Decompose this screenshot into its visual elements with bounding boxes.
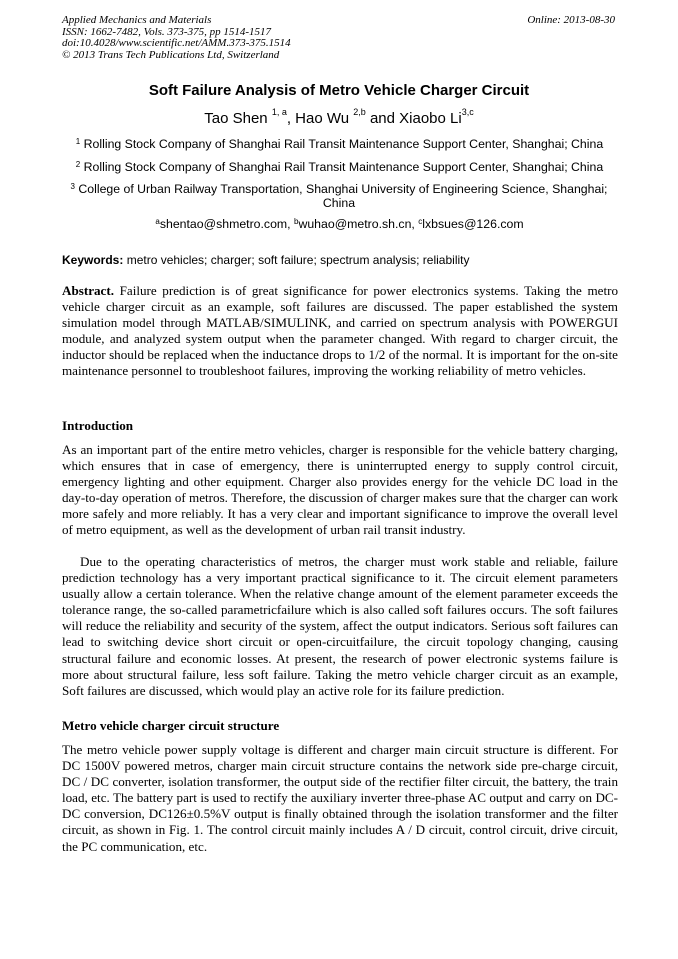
section-heading-circuit-structure: Metro vehicle charger circuit structure <box>62 718 280 733</box>
email-link[interactable]: wuhao@metro.sh.cn, <box>298 217 419 231</box>
author-separator: , <box>286 110 296 127</box>
author-affil-marker: 1, a <box>271 107 287 117</box>
author-name: Hao Wu <box>295 110 350 127</box>
intro-paragraph-2: Due to the operating characteristics of metros, the charger must work stable and reliable, failure prediction technology has a very important practical significance to it. The circuit element parameters usually allow a certain tolerance. When the relative change amount of the element parameter exceeds the tolerance range, the so-called parametricfailure which is also called soft failures occurs. The soft failures will reduce the reliability and security of the system, affect the output indicators. Serious soft failures can lead to switching device short circuit or open-circuitfailure, the circuit topology changing, causing structural failure and economic losses. At present, the research of power electronic systems failure is more about structural failure, less soft failure. Taking the metro vehicle charger circuit as an example, Soft failures are discussed, which would play an active role for its failure prediction. <box>62 554 618 698</box>
abstract-text: Failure prediction is of great significance for power electronics systems. Taking the metro vehicle charger circuit as an example, soft failures are discussed. The paper established the system simulation model through MATLAB/SIMULINK, and carried on spectrum analysis with POWERGUI module, and analyzed system output when the parameter changed. With regard to charger circuit, the inductor should be replaced when the inductance drops to 1/2 of the normal. It is important for the on-site maintenance personnel to troubleshoot failures, improving the working reliability of metro vehicles. <box>62 283 618 379</box>
author-separator: and <box>365 110 400 127</box>
email-link[interactable]: lxbsues@126.com <box>422 217 524 231</box>
email-marker: b <box>294 217 299 226</box>
author-affil-marker: 3,c <box>461 107 474 117</box>
copyright-line: © 2013 Trans Tech Publications Ltd, Switzerland <box>62 48 280 61</box>
author-affil-marker: 2,b <box>353 107 366 117</box>
affiliation-1 <box>62 137 617 151</box>
intro-paragraph-1: As an important part of the entire metro vehicles, charger is responsible for the vehicle battery charging, which ensures that in case of emergency, there is uninterrupted energy to supply control circuit, emergency lighting and other equipment. Charger also provides energy for the vehicle DC load in the day-to-day operation of metros. Therefore, the discussion of charger makes sure that the charger can work more safely and more reliably. It has a very clear and important significance to improve the overall level of metro equipment, as well as the development of urban rail transit industry. <box>62 442 618 538</box>
affil-text: College of Urban Railway Transportation, Shanghai University of Engineering Science, Shanghai; China <box>78 182 608 210</box>
email-marker: c <box>418 217 423 226</box>
email-link[interactable]: shentao@shmetro.com, <box>159 217 294 231</box>
affil-text: Rolling Stock Company of Shanghai Rail Transit Maintenance Support Center, Shanghai; China <box>83 137 604 151</box>
affil-text: Rolling Stock Company of Shanghai Rail Transit Maintenance Support Center, Shanghai; China <box>83 160 604 174</box>
keywords <box>62 253 618 267</box>
section-heading-introduction: Introduction <box>62 418 134 433</box>
abstract <box>62 283 618 380</box>
affil-marker: 3 <box>70 182 75 191</box>
journal-name: Applied Mechanics and Materials <box>62 14 212 26</box>
doi-line: doi:10.4028/www.scientific.net/AMM.373-375.1514 <box>62 37 291 49</box>
paper-title: Soft Failure Analysis of Metro Vehicle Charger Circuit <box>148 82 530 99</box>
journal-header <box>62 15 291 61</box>
author-list <box>0 107 678 127</box>
keywords-text: metro vehicles; charger; soft failure; spectrum analysis; reliability <box>123 253 470 267</box>
keywords-label: Keywords: <box>62 253 124 267</box>
affiliation-2 <box>62 160 617 174</box>
author-name: Xiaobo Li <box>399 110 462 127</box>
email-list <box>62 217 617 231</box>
issn-line: ISSN: 1662-7482, Vols. 373-375, pp 1514-1517 <box>62 25 271 38</box>
author-name: Tao Shen <box>204 110 268 127</box>
affiliation-3 <box>58 182 620 210</box>
affil-marker: 2 <box>75 160 81 169</box>
circuit-paragraph-1: The metro vehicle power supply voltage is different and charger main circuit structure is different. For DC 1500V powered metros, charger main circuit structure contains the network side pre-charge circuit, DC / DC converter, isolation transformer, the output side of the rectifier filter circuit, the battery, the train load, etc. The battery part is used to rectify the auxiliary inverter three-phase AC output and carry on DC-DC conversion, DC126±0.5%V output is finally obtained through the isolation transformer and the filter circuit, as shown in Fig. 1. The control circuit mainly includes A / D circuit, control circuit, drive circuit, the PC communication, etc. <box>62 742 618 854</box>
abstract-label: Abstract. <box>62 283 114 298</box>
email-marker: a <box>155 217 160 226</box>
affil-marker: 1 <box>75 137 81 146</box>
online-date: Online: 2013-08-30 <box>527 14 615 26</box>
